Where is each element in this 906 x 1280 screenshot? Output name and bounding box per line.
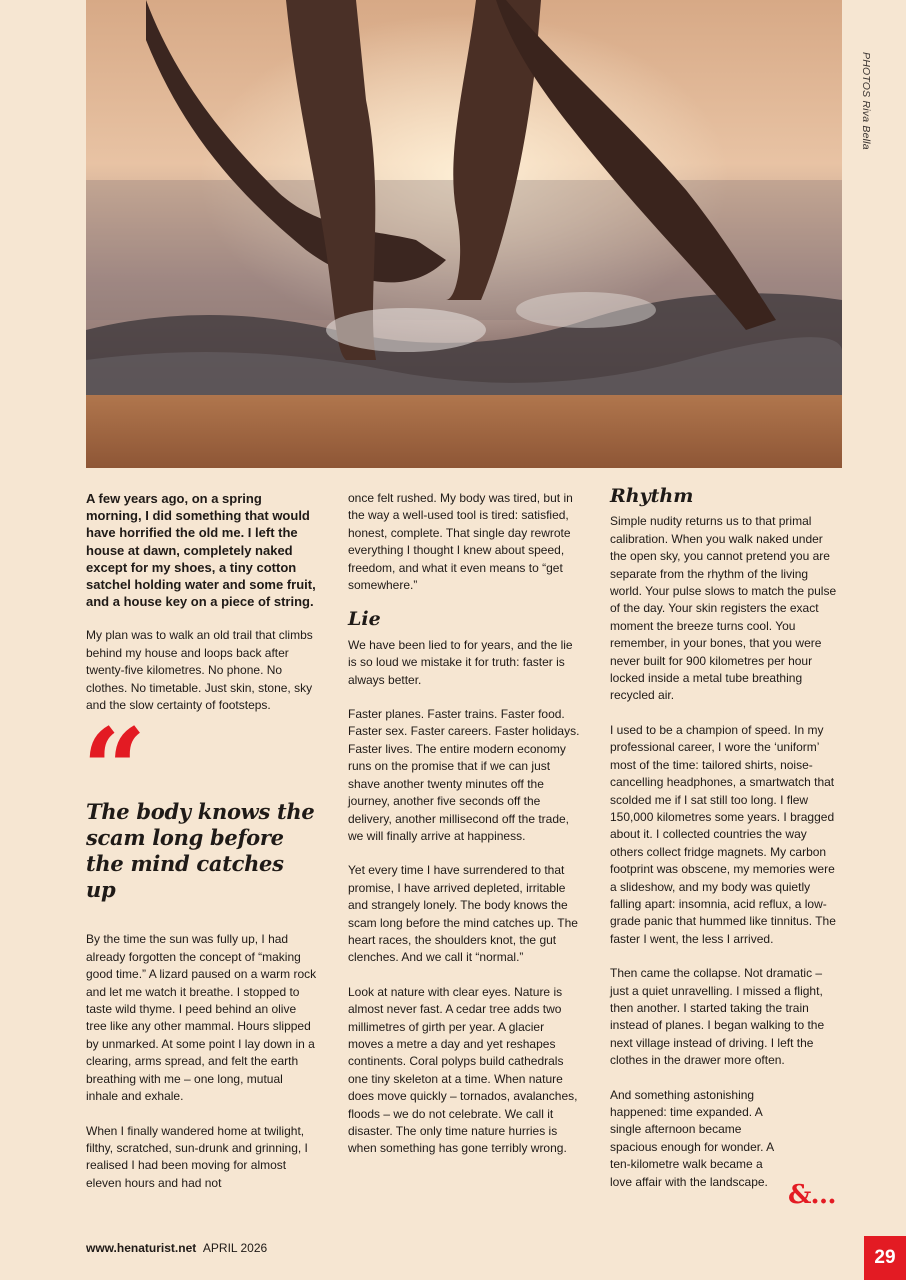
body-paragraph: We have been lied to for years, and the lie is so loud we mistake it for truth: faster is always better. — [348, 637, 573, 687]
subheading-lie: Lie — [348, 608, 381, 631]
body-paragraph: Faster planes. Faster trains. Faster food. Faster sex. Faster careers. Faster holidays. Faster lives. The entire modern economy runs on the promise that if we can just shave another twenty minutes off the journey, another five seconds off the delivery, another millisecond off the trade, we will finally arrive at happiness. — [348, 707, 580, 843]
end-mark-icon: &… — [788, 1180, 836, 1210]
page-number: 29 — [864, 1236, 906, 1280]
column-1 — [82, 490, 318, 1209]
body-paragraph: When I finally wandered home at twilight, filthy, scratched, sun-drunk and grinning, I realised I had been moving for almost eleven hours and had not — [86, 1123, 308, 1190]
body-paragraph: I used to be a champion of speed. In my professional career, I wore the ‘uniform’ most of the time: tailored shirts, noise-cancelling headphones, a smartwatch that scolded me if I sat still too long. I flew 150,000 kilometres some years. I bragged about it. I collected countries the way others collect fridge magnets. My carbon footprint was obscene, my memories were a slideshow, and my body was quietly falling apart: insomnia, acid reflux, a low-grade panic that hummed like tinnitus. The faster I went, the less I arrived. — [610, 722, 836, 946]
body-paragraph: Look at nature with clear eyes. Nature is almost never fast. A cedar tree adds two millimetres of girth per year. A glacier moves a metre a day and yet reshapes continents. Coral polyps build cathedrals one tiny skeleton at a time. When nature does move quickly – tornados, avalanches, floods – we do not celebrate. We call it disaster. The only time nature hurries is when something has gone terribly wrong. — [348, 984, 578, 1156]
column-2 — [348, 490, 580, 1175]
pull-quote: The body knows the scam long before the mind catches up — [86, 799, 315, 903]
body-paragraph: And something astonishing happened: time expanded. A single afternoon became spacious enough for wonder. A ten-kilometre walk became a love affair with the landscape. — [610, 1087, 774, 1189]
photo-credit: PHOTOS Riva Bella — [860, 52, 872, 150]
lead-paragraph: A few years ago, on a spring morning, I did something that would have horrified the old me. I left the house at dawn, completely naked except for my shoes, a tiny cotton satchel holding water and some fruit, and a house key on a piece of string. — [86, 491, 316, 610]
hero-photo-illustration — [86, 0, 842, 468]
website-link[interactable]: www.henaturist.net — [86, 1241, 197, 1255]
column-3 — [610, 484, 842, 1208]
subheading-rhythm: Rhythm — [610, 485, 694, 507]
quote-mark-icon: “ — [82, 705, 141, 837]
body-paragraph: Simple nudity returns us to that primal calibration. When you walk naked under the open sky, you cannot pretend you are separate from the rhythm of the living world. Your pulse slows to match the pulse of the day. Your skin registers the exact moment the breeze turns cool. You remember, in your bones, that you were never built for 900 kilometres per hour locked inside a metal tube breathing recycled air. — [610, 514, 837, 703]
body-paragraph: Yet every time I have surrendered to that promise, I have arrived depleted, irritable and strangely lonely. The body knows the scam long before the mind catches up. The heart races, the shoulders knot, the gut clenches. And we call it “normal.” — [348, 863, 578, 965]
body-paragraph: My plan was to walk an old trail that climbs behind my house and loops back after twenty-five kilometres. No phone. No clothes. No timetable. Just skin, stone, sky and the slow certainty of footsteps. — [86, 628, 313, 713]
body-paragraph: By the time the sun was fully up, I had already forgotten the concept of “making good time.” A lizard paused on a warm rock and let me watch it breathe. I stopped to taste wild thyme. I peed behind an olive tree like any other mammal. Hours slipped by unmarked. At some point I lay down in a clearing, arms spread, and felt the earth breathing with me – one long, mutual inhale and exhale. — [86, 932, 317, 1104]
body-paragraph: once felt rushed. My body was tired, but in the way a well-used tool is tired: satisfied, honest, complete. That single day rewrote everything I thought I knew about speed, freedom, and what it even means to “get somewhere.” — [348, 491, 573, 593]
body-paragraph: Then came the collapse. Not dramatic – just a quiet unravelling. I missed a flight, then another. I started taking the train instead of planes. I began walking to the next village instead of driving. I left the clothes in the drawer more often. — [610, 966, 825, 1068]
issue-date: APRIL 2026 — [202, 1241, 268, 1255]
hero-photo — [86, 0, 842, 468]
footer — [86, 1241, 267, 1255]
